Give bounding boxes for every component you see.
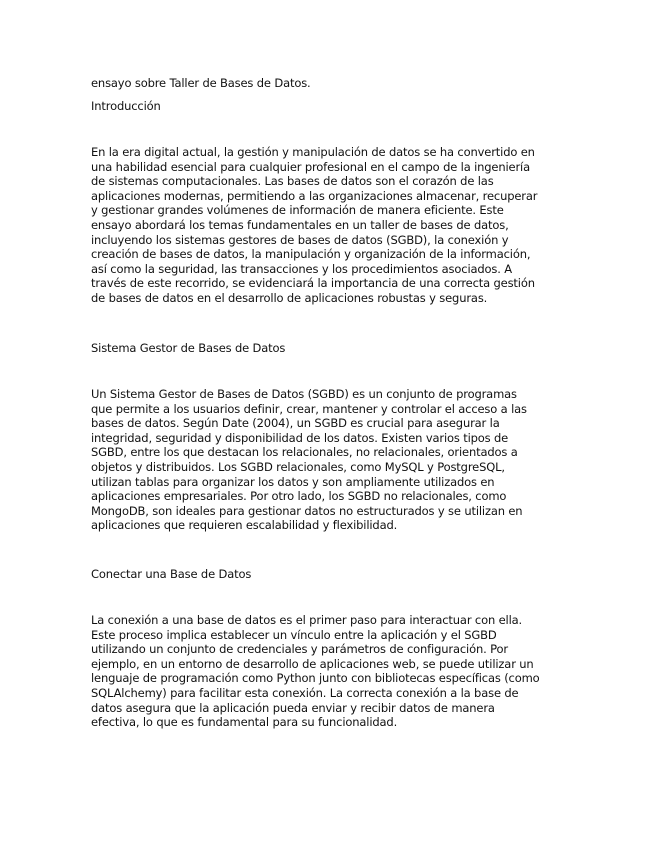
paragraph-line: que permite a los usuarios definir, crear, mantener y controlar el acceso a las xyxy=(91,401,527,416)
sgbd-paragraph xyxy=(91,387,571,533)
paragraph-line: incluyendo los sistemas gestores de bases de datos (SGBD), la conexión y xyxy=(91,232,509,247)
paragraph-line: ejemplo, en un entorno de desarrollo de aplicaciones web, se puede utilizar un xyxy=(91,656,534,671)
paragraph-line: de bases de datos en el desarrollo de aplicaciones robustas y seguras. xyxy=(91,290,488,305)
paragraph-line: Un Sistema Gestor de Bases de Datos (SGBD) es un conjunto de programas xyxy=(91,387,517,401)
paragraph-line: MongoDB, son ideales para gestionar datos no estructurados y se utilizan en xyxy=(91,503,523,518)
paragraph-line: utilizando un conjunto de credenciales y parámetros de configuración. Por xyxy=(91,642,508,657)
paragraph-line: Este proceso implica establecer un vínculo entre la aplicación y el SGBD xyxy=(91,627,497,642)
paragraph-line: través de este recorrido, se evidenciará la importancia de una correcta gestión xyxy=(91,276,535,291)
connect-heading: Conectar una Base de Datos xyxy=(91,567,252,581)
paragraph-line: En la era digital actual, la gestión y manipulación de datos se ha convertido en xyxy=(91,145,535,159)
paragraph-line: aplicaciones modernas, permitiendo a las organizaciones almacenar, recuperar xyxy=(91,188,538,203)
paragraph-line: y gestionar grandes volúmenes de información de manera eficiente. Este xyxy=(91,203,504,218)
paragraph-line: efectiva, lo que es fundamental para su funcionalidad. xyxy=(91,715,398,730)
paragraph-line: lenguaje de programación como Python junto con bibliotecas específicas (como xyxy=(91,671,540,686)
paragraph-line: creación de bases de datos, la manipulación y organización de la información, xyxy=(91,247,531,262)
intro-heading: Introducción xyxy=(91,99,161,113)
paragraph-line: aplicaciones que requieren escalabilidad y flexibilidad. xyxy=(91,518,398,533)
paragraph-line: datos asegura que la aplicación pueda enviar y recibir datos de manera xyxy=(91,700,495,715)
connect-paragraph xyxy=(91,613,571,730)
paragraph-line: La conexión a una base de datos es el primer paso para interactuar con ella. xyxy=(91,613,523,627)
paragraph-line: objetos y distribuidos. Los SGBD relacionales, como MySQL y PostgreSQL, xyxy=(91,459,505,474)
paragraph-line: bases de datos. Según Date (2004), un SGBD es crucial para asegurar la xyxy=(91,416,500,431)
document-title: ensayo sobre Taller de Bases de Datos. xyxy=(91,76,311,90)
paragraph-line: así como la seguridad, las transacciones y los procedimientos asociados. A xyxy=(91,261,513,276)
sgbd-heading: Sistema Gestor de Bases de Datos xyxy=(91,341,286,355)
paragraph-line: utilizan tablas para organizar los datos y son ampliamente utilizados en xyxy=(91,474,495,489)
paragraph-line: aplicaciones empresariales. Por otro lado, los SGBD no relacionales, como xyxy=(91,489,507,504)
paragraph-line: SGBD, entre los que destacan los relacionales, no relacionales, orientados a xyxy=(91,445,518,460)
paragraph-line: de sistemas computacionales. Las bases de datos son el corazón de las xyxy=(91,174,494,189)
paragraph-line: una habilidad esencial para cualquier profesional en el campo de la ingeniería xyxy=(91,159,530,174)
paragraph-line: integridad, seguridad y disponibilidad de los datos. Existen varios tipos de xyxy=(91,430,509,445)
intro-paragraph xyxy=(91,145,571,306)
paragraph-line: ensayo abordará los temas fundamentales en un taller de bases de datos, xyxy=(91,217,509,232)
paragraph-line: SQLAlchemy) para facilitar esta conexión. La correcta conexión a la base de xyxy=(91,685,519,700)
